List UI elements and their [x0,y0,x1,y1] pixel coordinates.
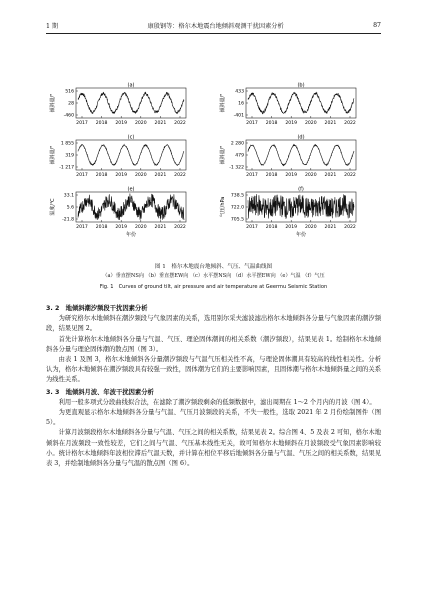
series-line [248,194,354,219]
x-tick-label: 2022 [174,121,186,126]
series-line [248,93,354,114]
x-tick-label: 2018 [95,225,108,230]
x-tick-label: 2018 [265,173,278,178]
x-tick-label: 2019 [115,121,128,126]
figure-caption-cn: 图 1 格尔木地震台地倾斜、气压、气温曲线图 [154,264,273,270]
y-tick-label: 705.5 [230,217,244,223]
y-tick-label: 319 [65,153,74,159]
series-line [248,145,354,166]
x-tick-label: 2019 [285,121,298,126]
x-tick-label: 2017 [246,225,258,230]
paragraph: 为更直观显示格尔木地倾斜各分量与气温、气压月波频段的关系，不失一般性，选取 2021 年 2 月份绘制图件（图 5）。 [46,409,381,427]
x-tick-label: 2021 [324,173,337,178]
x-tick-label: 2020 [304,225,317,230]
series-line [78,145,184,166]
panel-frame [246,140,356,170]
x-tick-label: 2020 [134,173,147,178]
panel-label: (c) [127,134,135,141]
y-tick-label: 1 855 [60,141,74,147]
x-tick-label: 2022 [174,173,186,178]
paragraph: 利用一般多项式分段曲线拟合法，在滤除了潮汐频段剩余的低频数据中，滤出周期在 1～2 个月内的月波（图 4）。 [58,398,376,406]
x-tick-label: 2021 [154,225,167,230]
y-tick-label: -401 [233,113,244,119]
figure-legend: （a）垂直摆NS向 （b）垂直摆EW向 （c）水平摆NS向 （d）水平摆EW向 （e）气温 （f）气压 [102,273,325,279]
section-3-3-title: 3. 3 地倾斜月波、年波干扰因素分析 [46,388,154,396]
y-tick-label: 33.1 [63,193,74,199]
x-tick-label: 2022 [344,121,356,126]
figure-caption-en: Fig. 1 Curves of ground tilt, air pressure and air temperature at Geermu Seismic Station [99,284,328,290]
panel-ylabel: 倾斜量/" [50,145,56,165]
x-tick-label: 2018 [95,173,108,178]
x-axis-label: 年份 [125,232,137,238]
panel-label: (e) [127,186,135,193]
y-tick-label: 516 [65,89,74,95]
x-tick-label: 2021 [154,121,167,126]
x-tick-label: 2019 [285,225,298,230]
x-tick-label: 2018 [265,225,278,230]
x-tick-label: 2022 [344,173,356,178]
x-tick-label: 2020 [134,121,147,126]
y-tick-label: -21.8 [62,217,74,223]
x-tick-label: 2017 [76,225,88,230]
x-tick-label: 2020 [304,173,317,178]
panel-ylabel: 倾斜量/" [50,93,56,113]
running-header [46,20,381,30]
y-tick-label: 479 [235,153,244,159]
y-tick-label: -1 217 [59,165,74,171]
series-line [78,194,184,221]
x-axis-label: 年份 [295,232,307,238]
x-tick-label: 2017 [76,173,88,178]
panel-ylabel: 倾斜量/" [220,93,226,113]
figure-1 [46,80,381,250]
x-tick-label: 2017 [76,121,88,126]
x-tick-label: 2019 [285,173,298,178]
paragraph: 首先计算格尔木地倾斜各分量与气温、气压、理论固体潮间的相关系数（潮汐频段），结果见表 1。绘制格尔木地倾斜各分量与理论固体潮的散点图（图 3）。 [46,335,381,353]
x-tick-label: 2022 [174,225,186,230]
section-3-2-title: 3. 2 地倾斜潮汐频段干扰因素分析 [46,305,148,312]
page-number: 87 [373,21,381,29]
x-tick-label: 2020 [304,121,317,126]
x-tick-label: 2021 [324,225,337,230]
x-tick-label: 2019 [115,173,128,178]
panel-ylabel: 温度/℃ [50,198,56,216]
panel-ylabel: 气压/hPa [220,196,226,218]
panel-label: (f) [298,186,304,193]
y-tick-label: -460 [63,113,74,119]
y-tick-label: 722.0 [230,205,244,211]
body-text [46,302,381,469]
issue-number: 1 期 [46,22,59,30]
y-tick-label: 5.6 [66,205,74,211]
x-tick-label: 2021 [324,121,337,126]
x-tick-label: 2018 [265,121,278,126]
panel-ylabel: 倾斜量/" [220,145,226,165]
y-tick-label: -1 322 [229,165,244,171]
running-title: 康殷钢等：格尔木地震台地倾斜观测干扰因素分析 [147,22,284,30]
paragraph: 为研究格尔木地倾斜在潮汐频段与气象因素的关系，选用别尔采夫滤波滤出格尔木地倾斜各分量与气象因素的潮汐频段，结果见图 2。 [46,315,381,333]
y-tick-label: 738.5 [230,193,244,199]
paragraph: 由表 1 及图 3，格尔木地倾斜各分量潮汐频段与气温气压相关性不高，与理论固体潮具有较高的线性相关性。分析认为，格尔木地倾斜在潮汐频段具有较强一致性，固体潮为它们的主要影响因素，且固体潮与格尔木地倾斜量之间的关系为线性关系。 [46,356,381,384]
x-tick-label: 2019 [115,225,128,230]
y-tick-label: 2 280 [230,141,244,147]
panel-label: (a) [127,82,135,89]
x-tick-label: 2017 [246,173,258,178]
x-tick-label: 2020 [134,225,147,230]
panel-label: (d) [297,134,305,141]
x-tick-label: 2017 [246,121,258,126]
y-tick-label: 433 [235,89,244,95]
x-tick-label: 2018 [95,121,108,126]
panel-label: (b) [297,82,305,89]
y-tick-label: 16 [238,101,244,107]
y-tick-label: 28 [68,101,74,107]
header-rule [46,33,381,34]
x-tick-label: 2021 [154,173,167,178]
series-line [78,92,184,113]
paragraph: 计算月波频段格尔木地倾斜各分量与气温、气压之间的相关系数，结果见表 2。综合图 4、5 及表 2 可知，格尔木地倾斜在月波频段一致性较差，它们之间与气温、气压基本线性无关，故可知格尔木地倾斜在月波频段受气象因素影响较小。统计格尔木地倾斜年波相位滞后气温天数，并计算在相位平移后地倾斜各分量与气温、气压之间的相关系数，结果见表 3，并绘制地倾斜各分量与气温的散点图（图 6）。 [46,429,381,468]
panel-frame [76,140,186,170]
x-tick-label: 2022 [344,225,356,230]
